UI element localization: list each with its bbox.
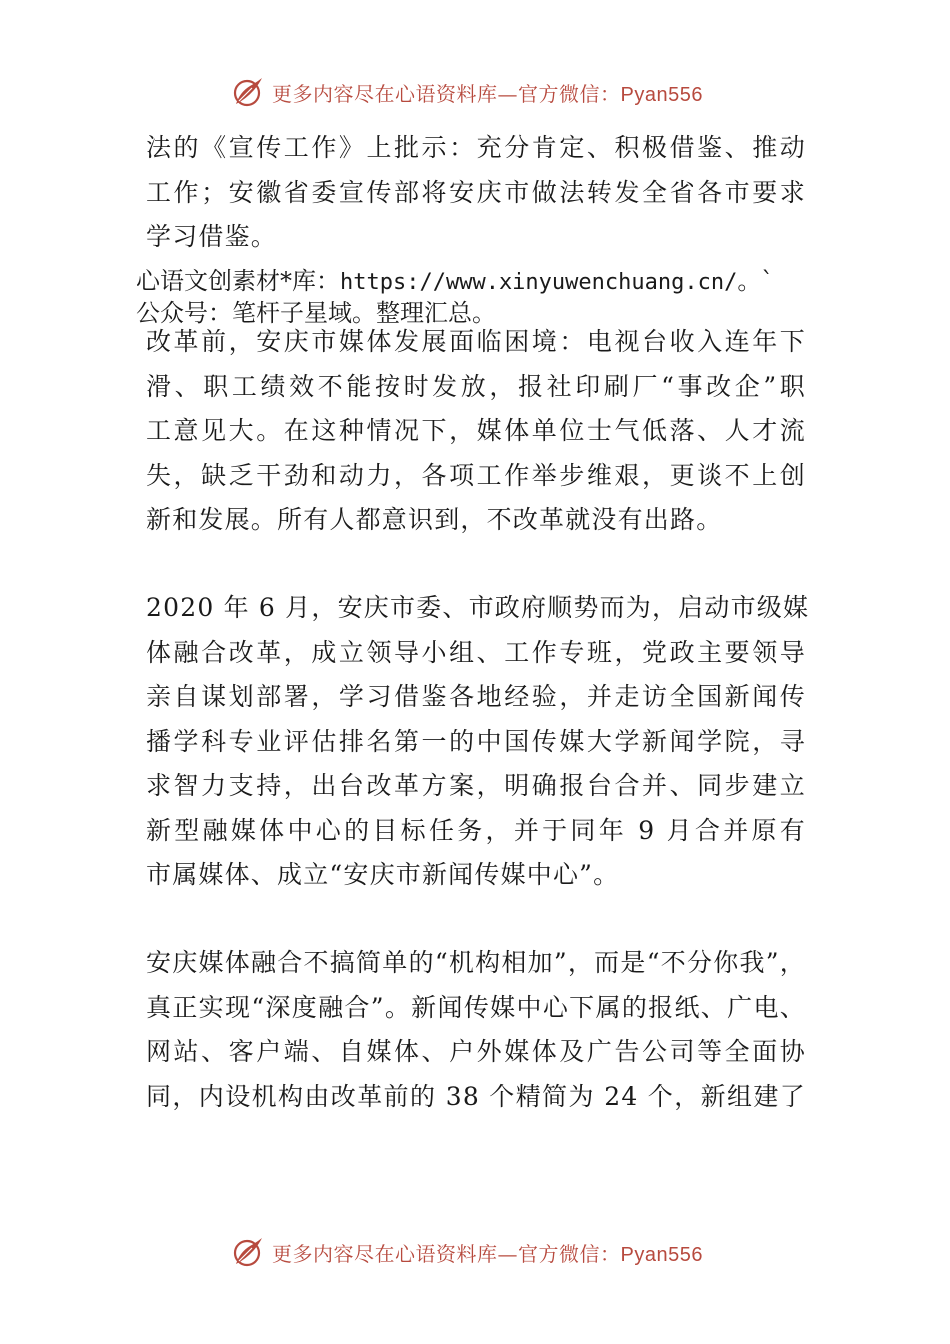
paragraph-4 xyxy=(146,941,806,1119)
footer-watermark-banner xyxy=(230,1232,750,1272)
paragraph-line: 市属媒体、成立“安庆市新闻传媒中心”。 xyxy=(146,860,620,889)
paragraph-line: 体融合改革，成立领导小组、工作专班，党政主要领导 xyxy=(146,637,806,667)
paragraph-2 xyxy=(146,320,806,543)
paragraph-line: 工意见大。在这种情况下，媒体单位士气低落、人才流 xyxy=(146,416,806,445)
paragraph-line: 2020 年 6 月，安庆市委、市政府顺势而为，启动市级媒 xyxy=(146,593,810,622)
paragraph-line: 网站、客户端、自媒体、户外媒体及广告公司等全面协 xyxy=(146,1037,806,1066)
paragraph-line: 滑、职工绩效不能按时发放，报社印刷厂“事改企”职 xyxy=(146,371,806,401)
source-url-link[interactable]: https://www.xinyuwenchuang.cn/ xyxy=(340,270,738,295)
paragraph-line: 亲自谋划部署，学习借鉴各地经验，并走访全国新闻传 xyxy=(146,682,806,711)
header-watermark-banner xyxy=(230,72,750,112)
source-note xyxy=(136,266,836,328)
paragraph-line: 学习借鉴。 xyxy=(146,222,278,251)
paragraph-line: 播学科专业评估排名第一的中国传媒大学新闻学院，寻 xyxy=(146,726,806,756)
paragraph-line: 改革前，安庆市媒体发展面临困境：电视台收入连年下 xyxy=(146,327,806,356)
paragraph-line: 新和发展。所有人都意识到，不改革就没有出路。 xyxy=(146,505,723,534)
paragraph-line: 安庆媒体融合不搞简单的“机构相加”，而是“不分你我”， xyxy=(146,948,806,977)
paragraph-line: 新型融媒体中心的目标任务，并于同年 9 月合并原有 xyxy=(146,815,806,845)
fountain-pen-logo-icon xyxy=(230,1234,266,1270)
paragraph-line: 工作；安徽省委宣传部将安庆市做法转发全省各市要求 xyxy=(146,177,806,207)
fountain-pen-logo-icon xyxy=(230,74,266,110)
header-watermark-text: 更多内容尽在心语资料库—官方微信：Pyan556 xyxy=(272,81,703,106)
paragraph-1 xyxy=(146,126,806,260)
footer-watermark-text: 更多内容尽在心语资料库—官方微信：Pyan556 xyxy=(272,1241,703,1266)
paragraph-line: 同，内设机构由改革前的 38 个精简为 24 个，新组建了 xyxy=(146,1081,806,1111)
paragraph-line: 法的《宣传工作》上批示：充分肯定、积极借鉴、推动 xyxy=(146,133,806,162)
source-note-line-2: 公众号：笔杆子星域。整理汇总。 xyxy=(136,299,496,327)
paragraph-line: 失，缺乏干劲和动力，各项工作举步维艰，更谈不上创 xyxy=(146,460,806,490)
paragraph-line: 真正实现“深度融合”。新闻传媒中心下属的报纸、广电、 xyxy=(146,992,806,1022)
paragraph-3 xyxy=(146,586,810,898)
paragraph-line: 求智力支持，出台改革方案，明确报台合并、同步建立 xyxy=(146,771,806,800)
source-note-line-1: 心语文创素材*库：https://www.xinyuwenchuang.cn/。` xyxy=(136,267,774,295)
